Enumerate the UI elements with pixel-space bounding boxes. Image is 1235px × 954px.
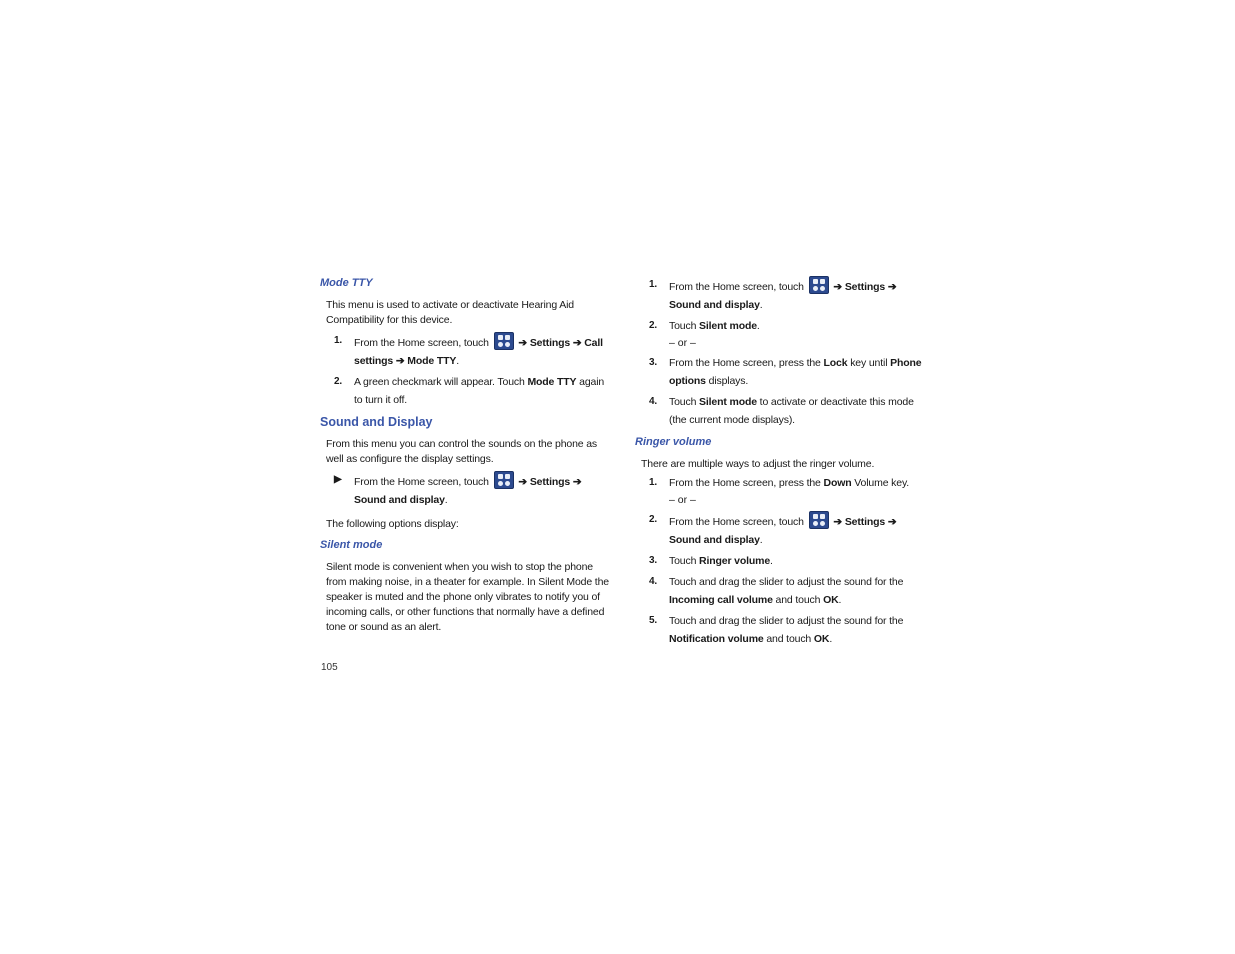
apps-grid-icon	[494, 471, 514, 489]
triangle-bullet-icon: ▶	[334, 474, 342, 485]
silent-step-3: 3. From the Home screen, press the Lock key until Phone options displays.	[649, 357, 922, 387]
mode-tty-intro: This menu is used to activate or deactivate Hearing Aid Compatibility for this device.	[326, 299, 574, 326]
ringer-volume-intro: There are multiple ways to adjust the ringer volume.	[641, 458, 875, 470]
right-column	[635, 276, 925, 651]
following-options-text: The following options display:	[326, 518, 459, 530]
silent-mode-body: Silent mode is convenient when you wish to stop the phone from making noise, in a theater for example. In Silent Mode the speaker is muted and the phone only vibrates to notify you of incoming calls, or other functions that normally have a defined tone or sound as an alert.	[326, 561, 609, 633]
page-number: 105	[321, 662, 338, 673]
sound-display-intro: From this menu you can control the sounds on the phone as well as configure the display settings.	[326, 438, 598, 465]
sound-display-heading: Sound and Display	[320, 415, 433, 429]
silent-step-1: 1. From the Home screen, touch ➔ Settings ➔ Sound and display.	[635, 276, 925, 314]
mode-tty-step-1: 1. From the Home screen, touch ➔ Settings ➔ Call settings ➔ Mode TTY.	[320, 332, 610, 370]
ringer-volume-heading: Ringer volume	[635, 436, 712, 448]
apps-grid-icon	[809, 511, 829, 529]
ringer-step-5: 5. Touch and drag the slider to adjust the sound for the Notification volume and touch OK.	[649, 615, 904, 645]
sound-display-bullet: ▶ From the Home screen, touch ➔ Settings ➔ Sound and display.	[320, 471, 610, 509]
ringer-step-3: 3. Touch Ringer volume.	[649, 555, 773, 567]
apps-grid-icon	[494, 332, 514, 350]
or-separator: – or –	[669, 494, 696, 506]
apps-grid-icon	[809, 276, 829, 294]
ringer-step-1: 1. From the Home screen, press the Down Volume key.	[649, 477, 910, 489]
or-separator: – or –	[669, 337, 696, 349]
silent-mode-heading: Silent mode	[320, 539, 383, 551]
left-column	[320, 276, 610, 639]
ringer-step-4: 4. Touch and drag the slider to adjust the sound for the Incoming call volume and touch OK.	[649, 576, 904, 606]
mode-tty-step-2: 2. A green checkmark will appear. Touch Mode TTY again to turn it off.	[334, 376, 605, 406]
mode-tty-heading: Mode TTY	[320, 277, 373, 289]
silent-step-2: 2. Touch Silent mode.	[649, 320, 760, 332]
ringer-step-2: 2. From the Home screen, touch ➔ Settings ➔ Sound and display.	[635, 511, 925, 549]
silent-step-4: 4. Touch Silent mode to activate or deactivate this mode (the current mode displays).	[649, 396, 914, 426]
